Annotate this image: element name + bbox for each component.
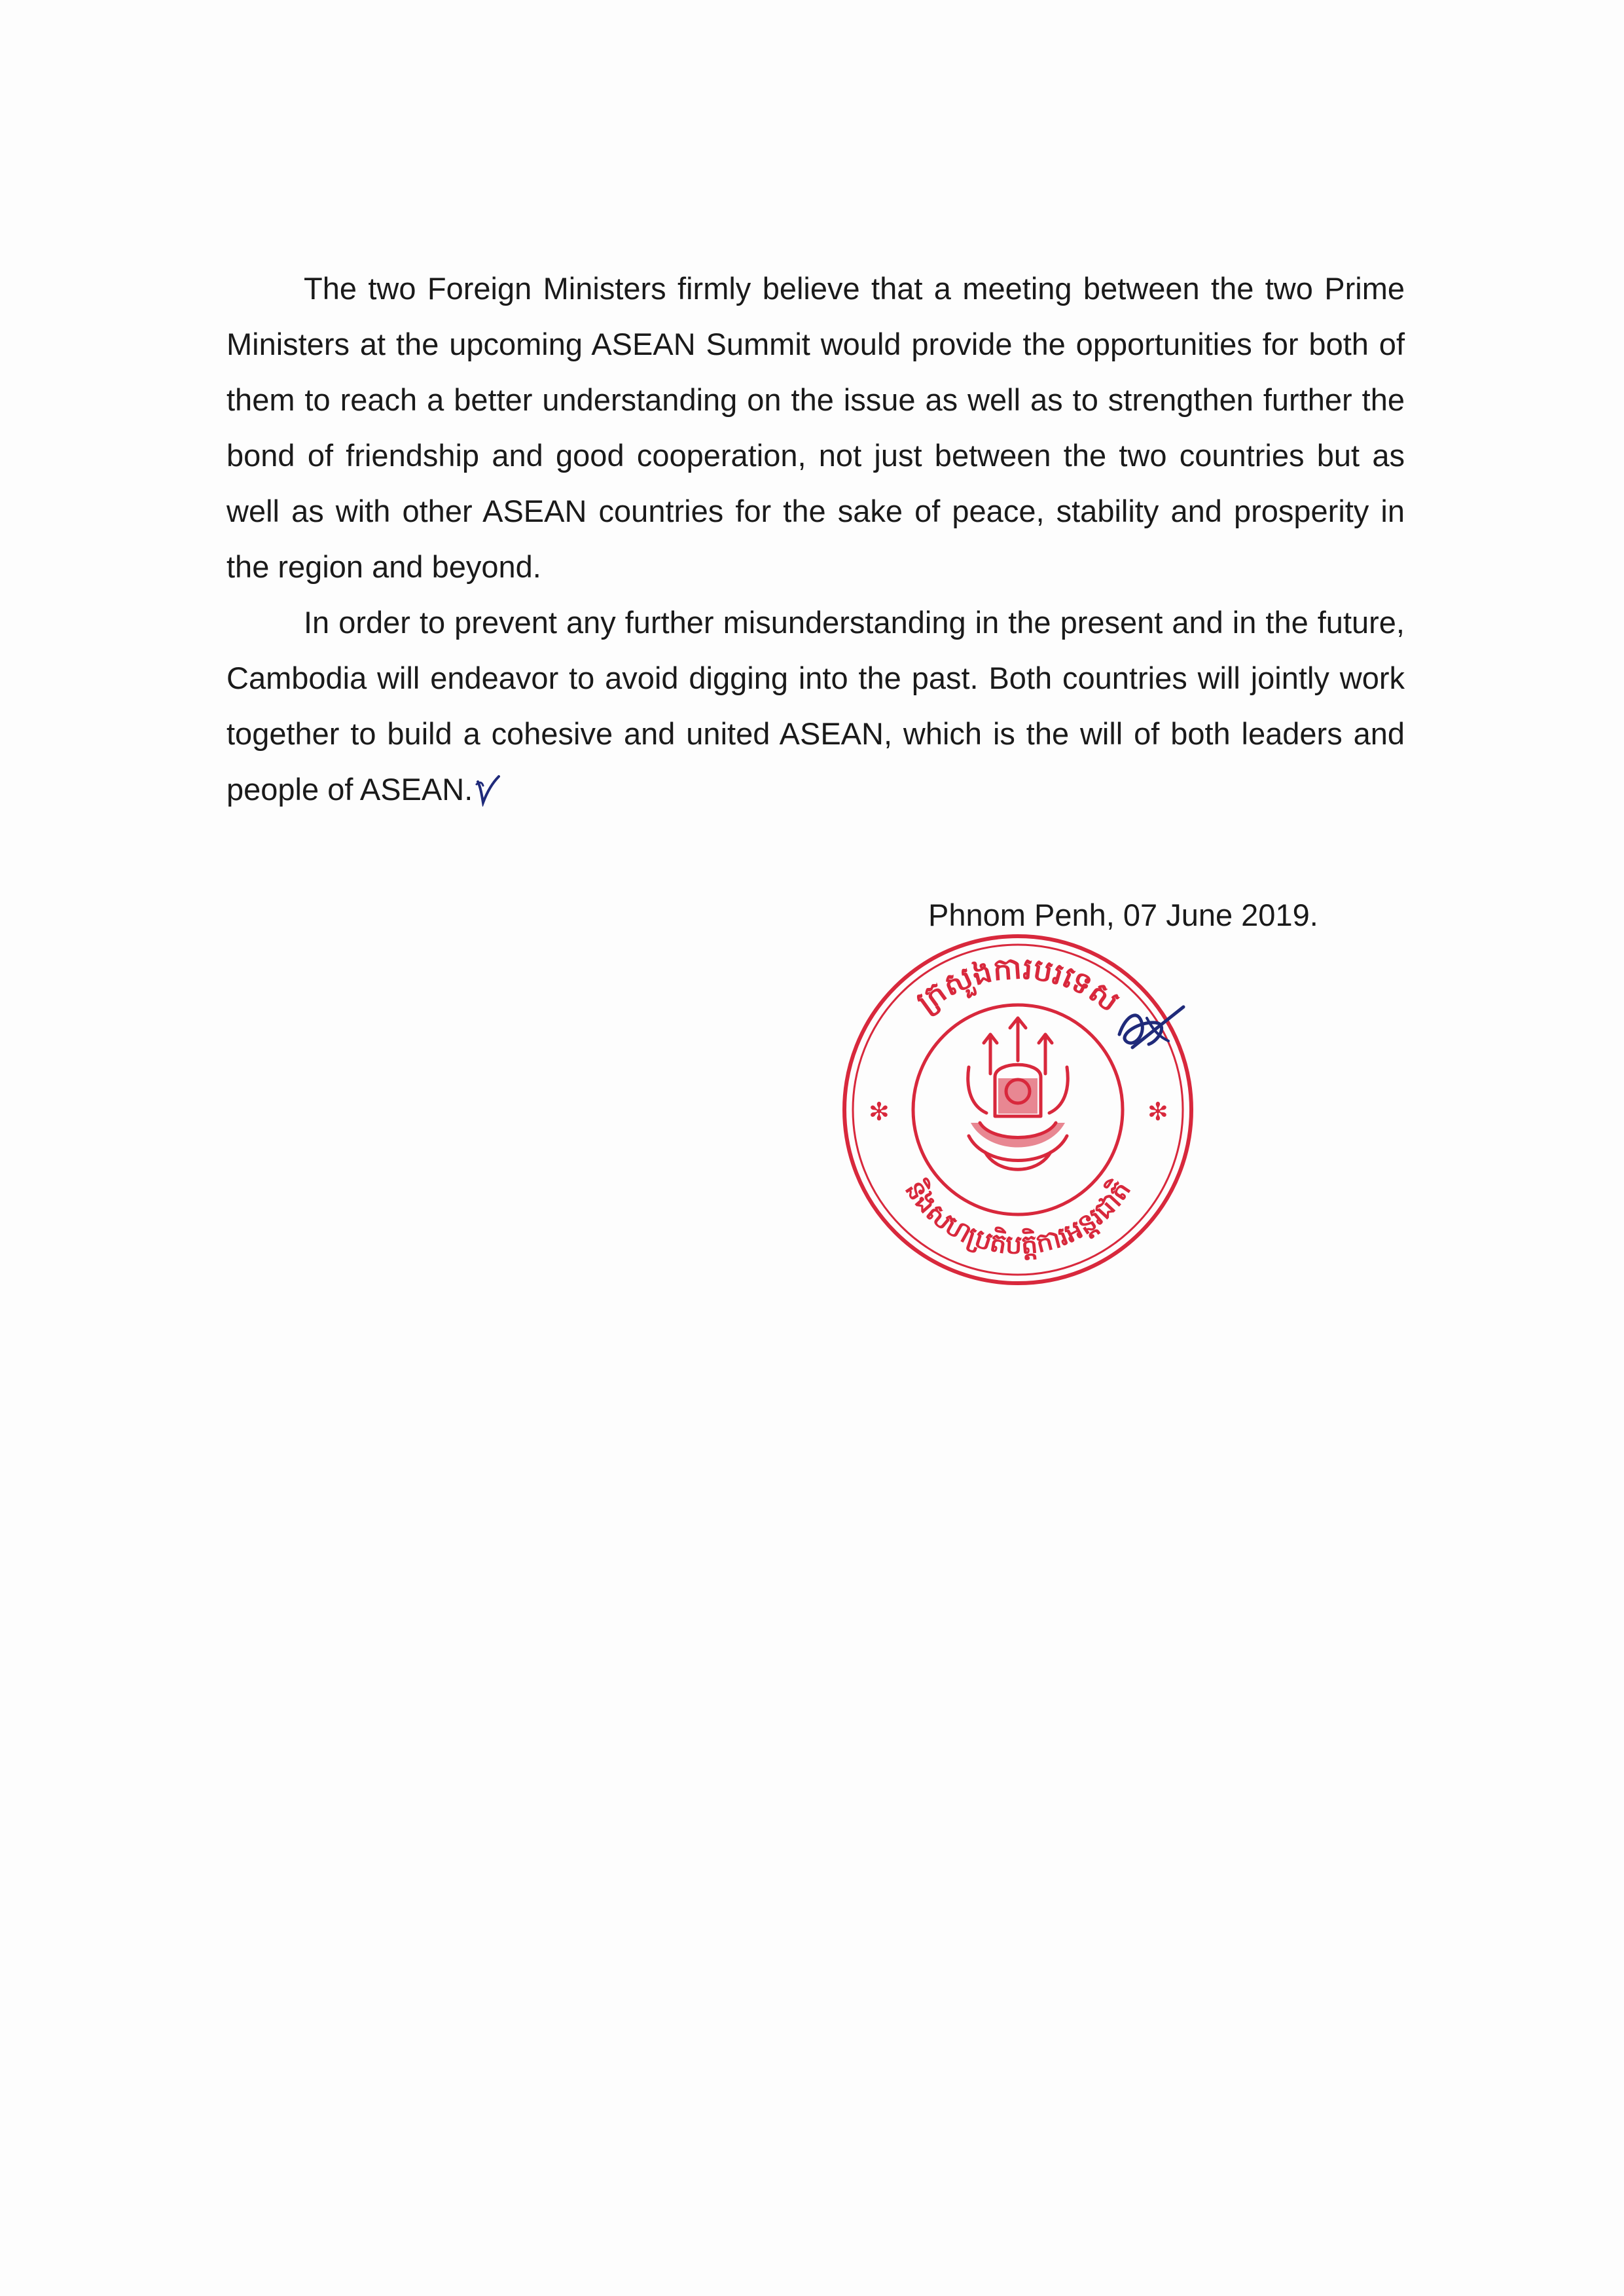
official-seal-icon	[835, 926, 1201, 1293]
seal-top-text-path: ក្រសួងការបរទេស	[909, 950, 1127, 1019]
initial-tick-icon	[474, 773, 500, 807]
seal-star-left: ✻	[869, 1097, 890, 1126]
seal-bottom-text	[899, 1175, 1136, 1261]
paragraph-1-text: The two Foreign Ministers firmly believe that a meeting between the two Prime Ministers at the upcoming ASEAN Summit would provide the opportunities for both of them to reach a better understanding on the issue as well as to strengthen further the bond of friendship and good cooperation, not just between the two countries but as well as with other ASEAN countries for the sake of peace, stability and prosperity in the region and beyond.	[226, 271, 1405, 584]
seal-bottom-text-path: និងសហប្រតិបត្តិការអន្តរជាតិ	[899, 1175, 1137, 1261]
paragraph-2	[226, 594, 1405, 817]
seal-top-text	[909, 950, 1126, 1019]
seal-star-right: ✻	[1147, 1097, 1168, 1126]
signature-mark-icon	[1106, 995, 1191, 1067]
paragraph-2-text: In order to prevent any further misunderstanding in the present and in the future, Cambodia will endeavor to avoid digging into the past. Both countries will jointly work together to build a cohesive and united ASEAN, which is the will of both leaders and people of ASEAN.	[226, 605, 1405, 807]
document-body	[226, 261, 1405, 817]
paragraph-1	[226, 261, 1405, 594]
place-date: Phnom Penh, 07 June 2019.	[928, 898, 1318, 932]
